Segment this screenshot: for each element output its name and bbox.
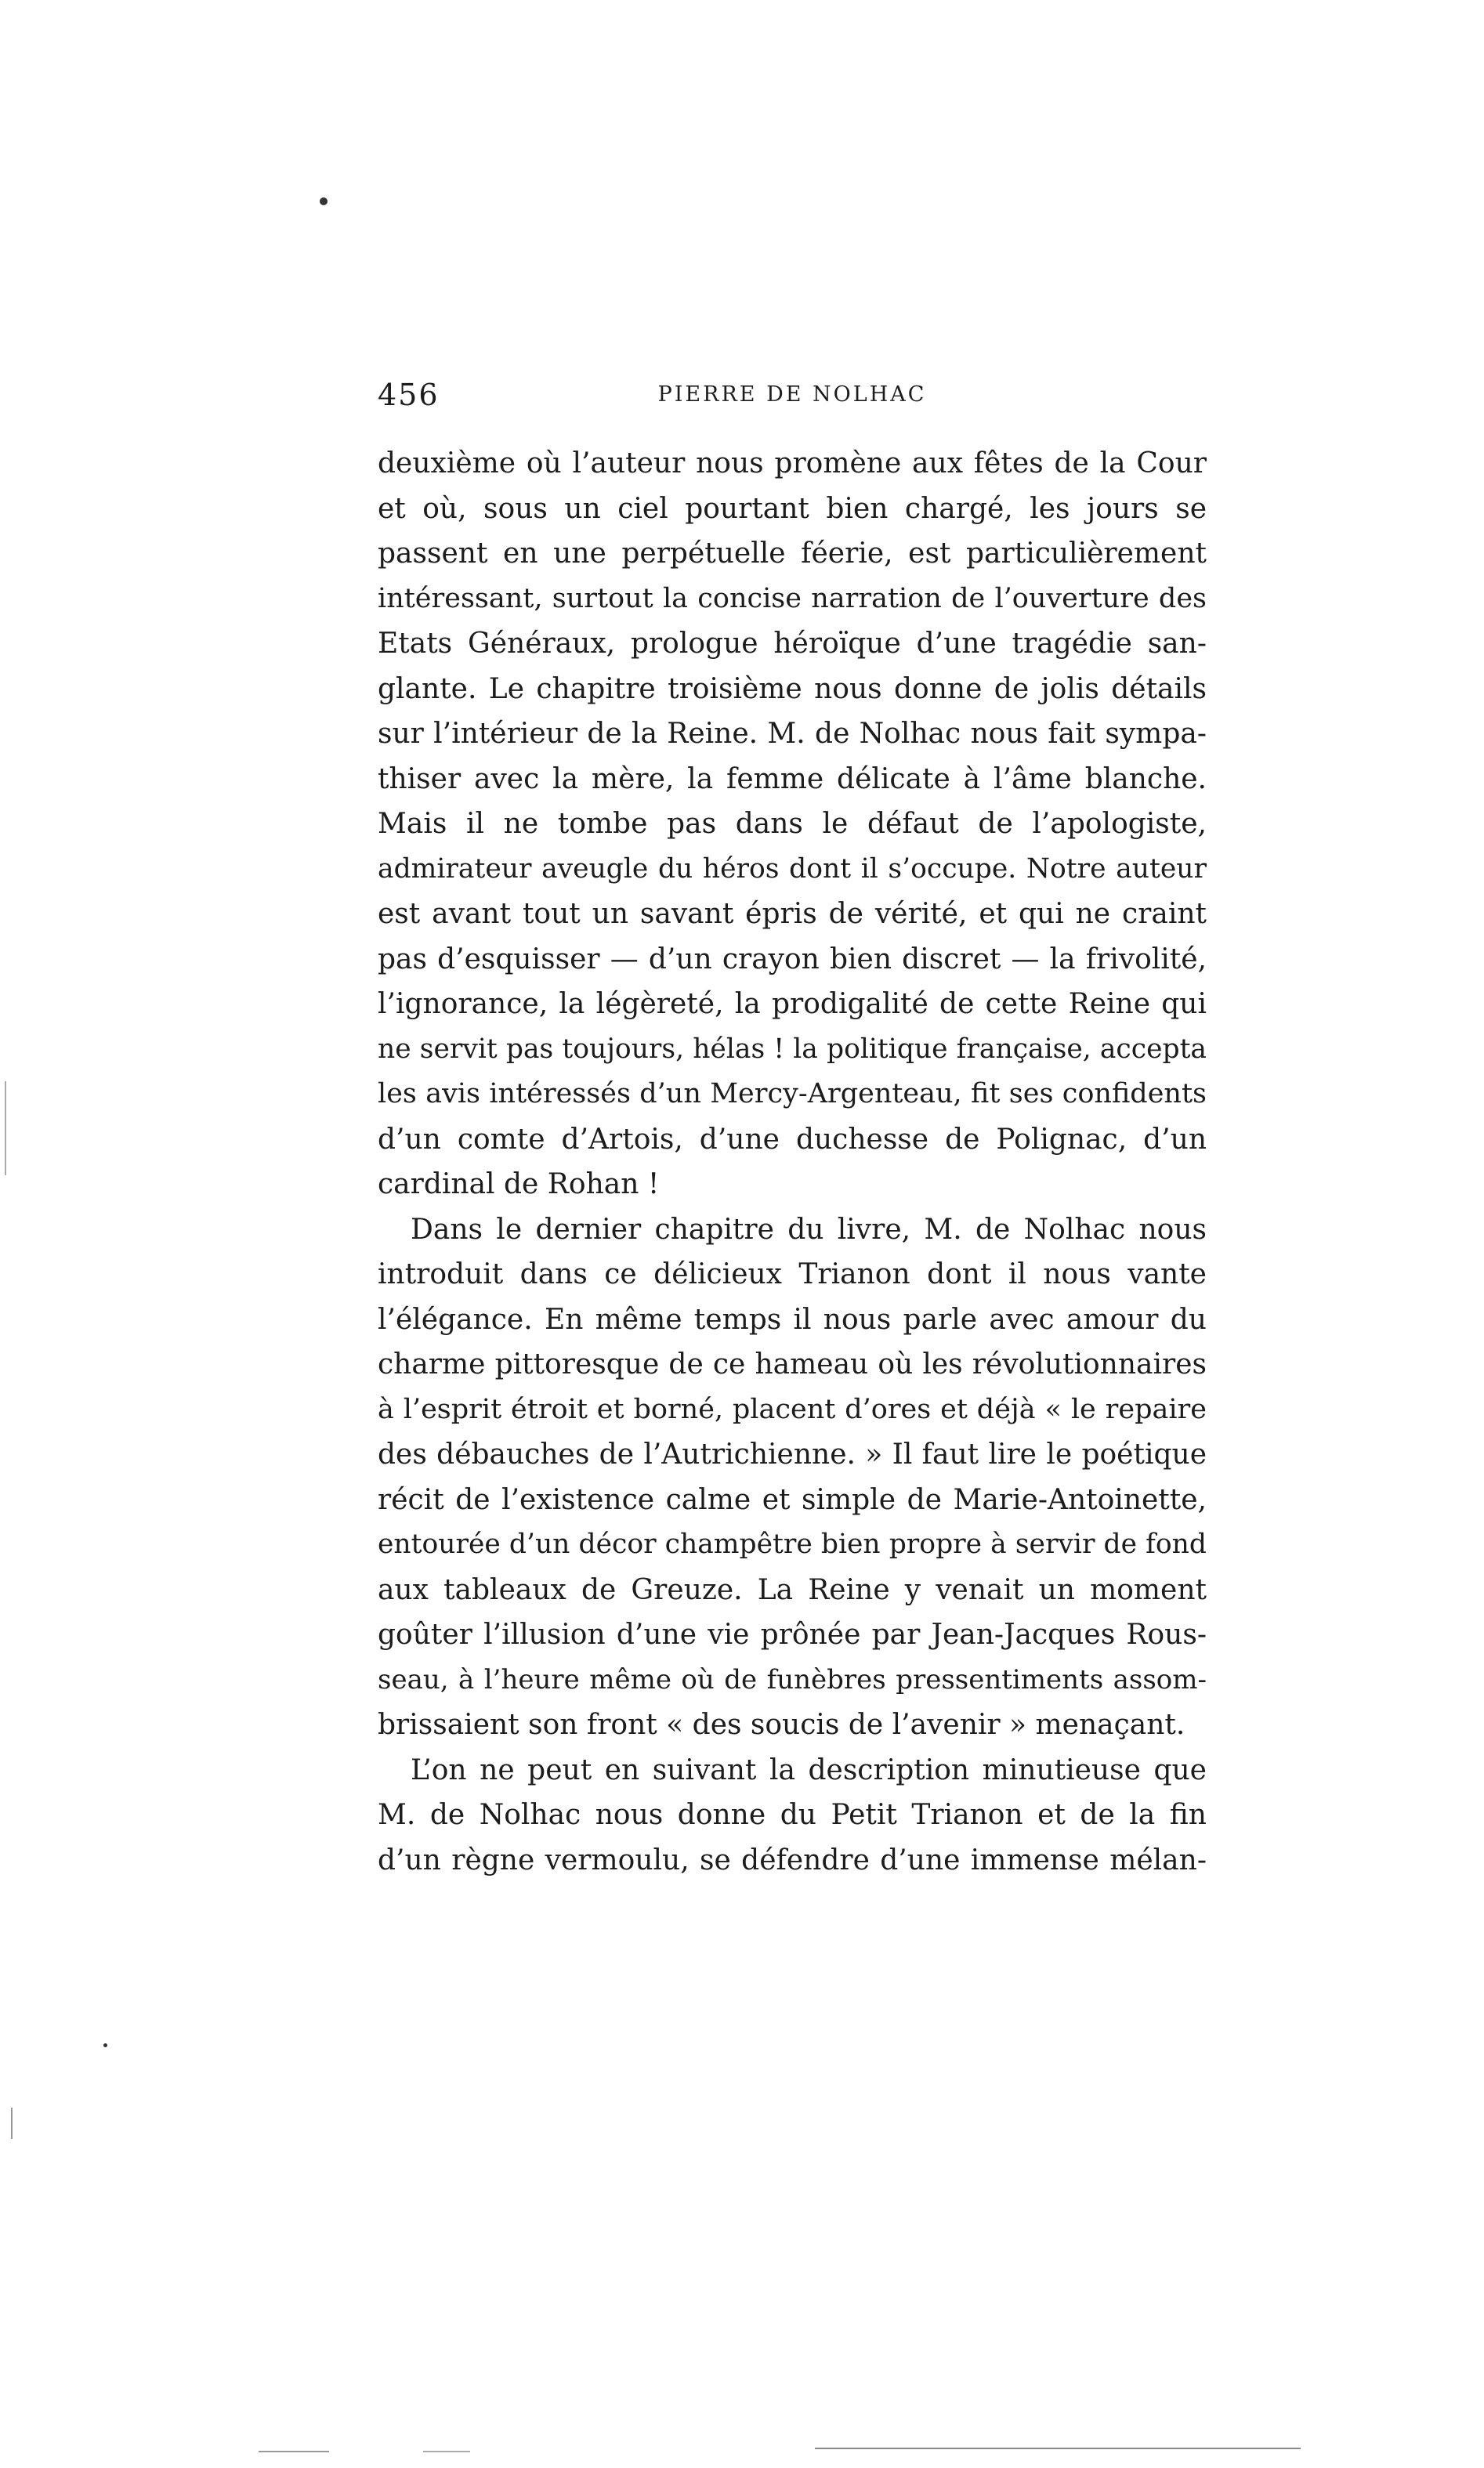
text-line: et où, sous un ciel pourtant bien chargé, les jours se [378,492,1207,525]
text-line: brissaient son front « des soucis de l’avenir » menaçant. [378,1709,1185,1741]
bottom-edge-line [259,2451,329,2452]
text-line: charme pittoresque de ce hameau où les révolutionnaires [378,1348,1207,1381]
ink-speck [103,2043,107,2047]
text-line: entourée d’un décor champêtre bien propre à servir de fond [378,1529,1207,1560]
text-line: seau, à l’heure même où de funèbres pressentiments assom- [378,1663,1207,1695]
text-line: pas d’esquisser — d’un crayon bien discret — la frivolité, [378,943,1207,975]
text-line: Mais il ne tombe pas dans le défaut de l’apologiste, [378,808,1207,840]
text-line: glante. Le chapitre troisième nous donne de jolis détails [378,672,1207,705]
bottom-edge-line [423,2451,470,2452]
paragraph [378,441,1207,1207]
text-line: récit de l’existence calme et simple de Marie-Antoinette, [378,1483,1207,1516]
text-line: thiser avec la mère, la femme délicate à l’âme blanche. [378,762,1207,795]
text-line: cardinal de Rohan ! [378,1168,660,1200]
margin-line [11,2108,13,2139]
margin-line [5,1081,6,1175]
bottom-edge-line [815,2448,1301,2449]
text-line: intéressant, surtout la concise narration de l’ouverture des [378,582,1207,614]
text-line: l’élégance. En même temps il nous parle avec amour du [378,1303,1207,1336]
body-text [378,441,1207,1883]
text-line: aux tableaux de Greuze. La Reine y venait un moment [378,1573,1207,1606]
text-line: goûter l’illusion d’une vie prônée par Jean-Jacques Rous- [378,1619,1207,1651]
text-line: d’un comte d’Artois, d’une duchesse de Polignac, d’un [378,1123,1207,1156]
text-line: à l’esprit étroit et borné, placent d’ores et déjà « le repaire [378,1393,1207,1425]
text-line: est avant tout un savant épris de vérité, et qui ne craint [378,898,1207,930]
text-line: sur l’intérieur de la Reine. M. de Nolhac nous fait sympa- [378,718,1207,750]
text-line: d’un règne vermoulu, se défendre d’une immense mélan- [378,1844,1207,1876]
text-line: M. de Nolhac nous donne du Petit Trianon et de la fin [378,1799,1207,1831]
text-line: Dans le dernier chapitre du livre, M. de Nolhac nous [411,1213,1207,1246]
page-header [378,378,1207,425]
text-line: deuxième où l’auteur nous promène aux fêtes de la Cour [378,447,1207,479]
text-line: les avis intéressés d’un Mercy-Argenteau, fit ses confidents [378,1078,1207,1109]
text-line: l’ignorance, la légèreté, la prodigalité de cette Reine qui [378,988,1207,1020]
paragraph [378,1207,1207,1748]
text-line: L’on ne peut en suivant la description minutieuse que [411,1753,1207,1786]
paragraph [378,1748,1207,1884]
text-line: admirateur aveugle du héros dont il s’occupe. Notre auteur [378,852,1207,885]
text-line: introduit dans ce délicieux Trianon dont il nous vante [378,1258,1207,1290]
text-line: passent en une perpétuelle féerie, est particulièrement [378,537,1207,570]
text-line: des débauches de l’Autrichienne. » Il faut lire le poétique [378,1438,1207,1471]
text-line: ne servit pas toujours, hélas ! la politique française, accepta [378,1033,1207,1065]
ink-speck [320,197,328,205]
running-head: PIERRE DE NOLHAC [657,382,927,407]
page-number: 456 [378,378,440,412]
text-line: Etats Généraux, prologue héroïque d’une tragédie san- [378,628,1207,660]
